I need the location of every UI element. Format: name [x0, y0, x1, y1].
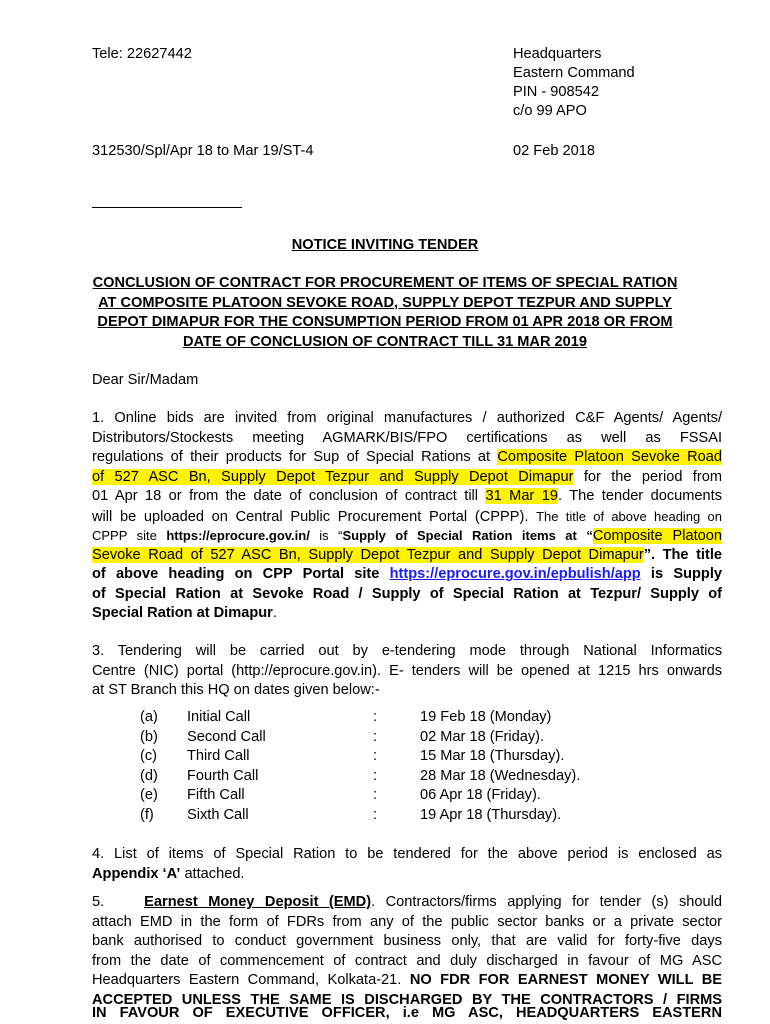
letter-date: 02 Feb 2018 [513, 143, 595, 159]
para1-text: CPPP site [92, 528, 167, 543]
para4-line: 4. List of items of Special Ration to be tendered for the above period is enclosed as [92, 846, 722, 862]
highlighted-location: of 527 ASC Bn, Supply Depot Tezpur and Supply Depot Dimapur [92, 468, 574, 485]
para1-line [92, 526, 722, 547]
para1-text: The title [662, 546, 723, 563]
call-name: Sixth Call [187, 806, 249, 823]
para5-line: attach EMD in the form of FDRs from any of the public sector banks or a private sector [92, 913, 722, 930]
para1-line: Distributors/Stockests meeting AGMARK/BIS/FPO certifications as well as FSSAI [92, 429, 722, 446]
para1-line: of Special Ration at Sevoke Road / Supply of Special Ration at Tezpur/ Supply of [92, 585, 722, 602]
telephone-number: Tele: 22627442 [92, 46, 192, 62]
para5-line [92, 971, 722, 991]
call-separator: : [373, 806, 378, 823]
call-date: 19 Apr 18 (Thursday). [420, 806, 562, 823]
call-date: 19 Feb 18 (Monday) [420, 709, 552, 725]
para1-line [92, 507, 722, 528]
call-name: Fifth Call [187, 787, 245, 803]
para1-text: . [272, 605, 277, 621]
para3-line: at ST Branch this HQ on dates given below:- [92, 682, 380, 698]
call-separator: : [373, 787, 378, 803]
call-index: (a) [140, 709, 158, 725]
para1-line [92, 546, 722, 566]
para1-text: will be uploaded on Central Public Procurement Portal (CPPP). [92, 508, 537, 525]
para5-text: . Contractors/firms applying for tender (s) should [371, 894, 722, 910]
para5-text: Headquarters Eastern Command, Kolkata-21. [92, 972, 410, 988]
call-date: 06 Apr 18 (Friday). [420, 787, 541, 803]
para3-line: Centre (NIC) portal (http://eprocure.gov.in). E- tenders will be opened at 1215 hrs onwards [92, 662, 722, 679]
para1-text: of above heading on CPP Portal site [92, 566, 390, 582]
para1-text: ”. [643, 546, 663, 563]
para5-line: ACCEPTED UNLESS THE SAME IS DISCHARGED BY THE CONTRACTORS / FIRMS [92, 991, 722, 1008]
para4-text: attached. [180, 865, 245, 882]
para5-number: 5. [92, 894, 105, 910]
subject-line: AT COMPOSITE PLATOON SEVOKE ROAD, SUPPLY DEPOT TEZPUR AND SUPPLY [98, 294, 672, 311]
para1-line [92, 448, 722, 468]
para1-line [92, 487, 722, 507]
signature-rule [92, 207, 242, 208]
para5-line: bank authorised to conduct government business only, that are valid for forty-five days [92, 933, 722, 949]
address-line: Headquarters [513, 46, 602, 62]
para1-text: is Supply [640, 566, 722, 582]
para1-text: is “ [309, 528, 343, 543]
address-line: c/o 99 APO [513, 103, 587, 119]
para1-line: 1. Online bids are invited from original manufactures / authorized C&F Agents/ Agents/ [92, 410, 722, 426]
address-line: Eastern Command [513, 65, 635, 81]
para1-text: . The tender documents [557, 488, 722, 504]
highlighted-location: Sevoke Road of 527 ASC Bn, Supply Depot Tezpur and Supply Depot Dimapur [92, 546, 644, 563]
call-separator: : [373, 728, 378, 745]
call-index: (f) [140, 806, 154, 823]
call-index: (e) [140, 787, 158, 803]
para1-text: Special Ration at Dimapur [92, 605, 273, 621]
subject-line: DEPOT DIMAPUR FOR THE CONSUMPTION PERIOD FROM 01 APR 2018 OR FROM [97, 314, 673, 330]
call-index: (b) [140, 728, 158, 745]
appendix-reference: Appendix ‘A’ [92, 865, 181, 882]
para1-line [92, 468, 722, 488]
para4-line [92, 865, 722, 885]
address-line: PIN - 908542 [513, 84, 599, 100]
call-index: (c) [140, 748, 158, 764]
call-separator: : [373, 748, 378, 764]
highlighted-date: 31 Mar 19 [485, 488, 558, 504]
notice-title: NOTICE INVITING TENDER [291, 237, 479, 253]
salutation: Dear Sir/Madam [92, 372, 199, 388]
para1-line [92, 565, 722, 585]
para1-text: for the period from [573, 468, 722, 485]
subject-line: CONCLUSION OF CONTRACT FOR PROCUREMENT OF ITEMS OF SPECIAL RATION [92, 275, 678, 291]
para5-line: IN FAVOUR OF EXECUTIVE OFFICER, i.e MG ASC, HEADQUARTERS EASTERN [92, 1005, 722, 1021]
call-name: Third Call [187, 748, 250, 764]
call-separator: : [373, 767, 378, 784]
call-date: 02 Mar 18 (Friday). [420, 728, 545, 745]
para5-line [92, 893, 722, 913]
para5-line: from the date of commencement of contract and duly discharged in favour of MG ASC [92, 952, 722, 969]
portal-link[interactable]: https://eprocure.gov.in/epbulish/app [389, 566, 641, 582]
call-index: (d) [140, 767, 158, 784]
para1-text: regulations of their products for Sup of Special Rations at [92, 449, 498, 465]
call-separator: : [373, 709, 378, 725]
call-name: Second Call [187, 728, 266, 745]
subject-line: DATE OF CONCLUSION OF CONTRACT TILL 31 MAR 2019 [182, 333, 588, 350]
para1-text: The title of above heading on [536, 508, 722, 524]
para1-text: Supply of Special Ration items at “ [342, 528, 593, 543]
cppp-url: https://eprocure.gov.in/ [166, 528, 310, 543]
call-name: Fourth Call [187, 767, 259, 784]
para1-line [92, 604, 722, 624]
reference-number: 312530/Spl/Apr 18 to Mar 19/ST-4 [92, 143, 314, 159]
call-date: 15 Mar 18 (Thursday). [420, 748, 565, 764]
para3-line: 3. Tendering will be carried out by e-tendering mode through National Informatics [92, 643, 722, 659]
highlighted-location: Composite Platoon [592, 528, 722, 544]
emd-heading: Earnest Money Deposit (EMD) [144, 894, 372, 910]
call-date: 28 Mar 18 (Wednesday). [420, 767, 581, 784]
para1-text: 01 Apr 18 or from the date of conclusion of contract till [92, 488, 486, 504]
highlighted-location: Composite Platoon Sevoke Road [497, 449, 722, 465]
para5-text: NO FDR FOR EARNEST MONEY WILL BE [409, 972, 722, 988]
call-name: Initial Call [187, 709, 251, 725]
